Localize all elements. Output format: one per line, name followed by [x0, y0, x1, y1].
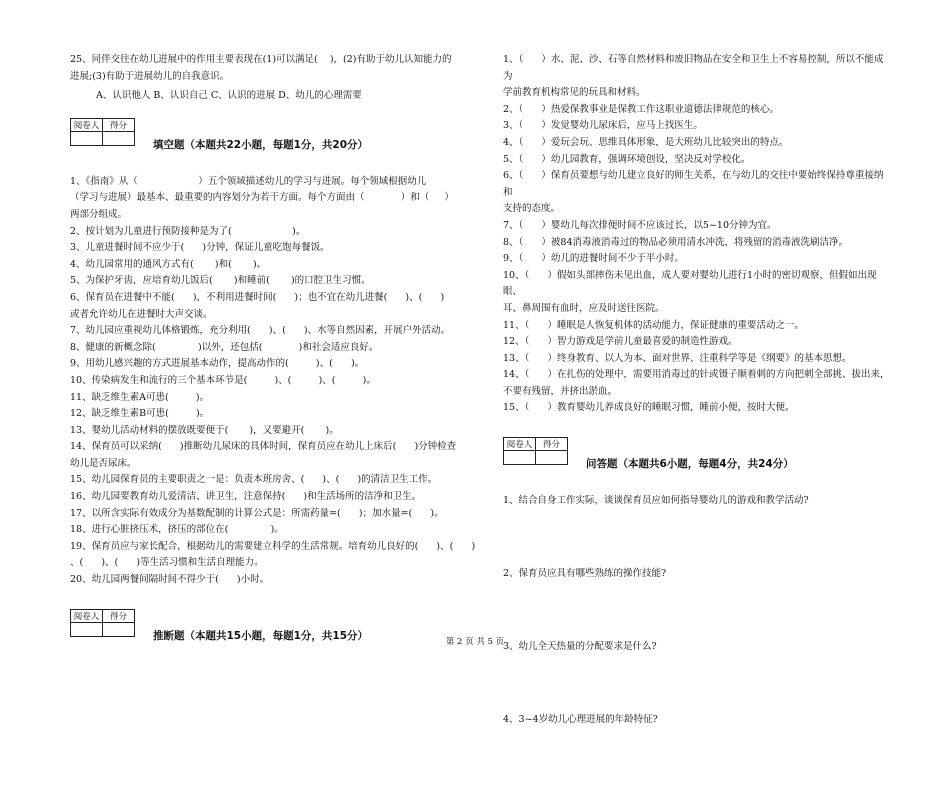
qa-section-title: 问答题（本题共6小题，每题4分，共24分）	[586, 458, 794, 471]
fill-question-line: 3、儿童进餐时间不应少于( )分钟，保证儿童吃饱每餐饭。	[70, 242, 330, 254]
fill-question-line: 8、健康的新概念除( )以外，还包括( )和社会适应良好。	[70, 341, 379, 353]
fill-question-line: 11、缺乏维生素A可患( )。	[70, 391, 210, 403]
fill-question-line: 10、传染病发生和流行的三个基本环节是( )、( )、( )。	[70, 374, 376, 386]
fill-question-line: 1、《指南》从（ ）五个领域描述幼儿的学习与进展。每个领域根据幼儿	[70, 175, 427, 187]
judge-section-header	[70, 609, 480, 642]
judge-question-line: 14、（ ）在扎伤的处理中，需要用消毒过的针或镊子顺着刺的方向把刺全部挑、拔出来，	[503, 369, 890, 381]
fill-section-header	[70, 118, 480, 151]
right-column	[503, 52, 891, 785]
qa-section-header	[503, 437, 891, 471]
judge-question-line: 12、（ ）智力游戏是学前儿童最喜爱的制造性游戏。	[503, 336, 738, 348]
grader-label: 阅卷人	[71, 609, 103, 622]
judge-question-line: 11、（ ）睡眠是人恢复机体的活动能力，保证健康的重要活动之一。	[503, 319, 804, 331]
qa-question: 1、结合自身工作实际，谈谈保育员应如何指导婴幼儿的游戏和教学活动?	[503, 495, 809, 507]
fill-question-line: 2、按计划为儿童进行预防接种是为了( )。	[70, 225, 306, 237]
judge-question-line: 10、（ ）假如头部摔伤未见出血，成人要对婴幼儿进行1小时的密切观察，但假如出现眼、	[503, 269, 877, 298]
grader-cell[interactable]	[504, 451, 536, 465]
judge-question-line: 4、（ ）爱玩会玩、思维具体形象，是大班幼儿比较突出的特点。	[503, 136, 789, 148]
fill-question-line: 19、保育员应与家长配合，根据幼儿的需要建立科学的生活常规。培育幼儿良好的( )、( )	[70, 540, 476, 552]
fill-question-line: 15、幼儿园保育员的主要职责之一是：负责本班房舍、( )、( )的清洁卫生工作。	[70, 474, 438, 486]
judge-question-line: 3、（ ）发觉婴幼儿尿床后，应马上找医生。	[503, 120, 703, 132]
judge-question-line: 5、（ ）幼儿园教育，强调环境创设，坚决反对学校化。	[503, 153, 751, 165]
fill-question-line: 两部分组成。	[70, 208, 128, 220]
fill-question-line: 12、缺乏维生素B可患( )。	[70, 408, 210, 420]
question-25	[70, 52, 480, 105]
question-25-line: 25、同伴交往在幼儿进展中的作用主要表现在(1)可以满足( )，(2)有助于幼儿认知能力的	[70, 54, 452, 65]
judge-question-line: 支持的态度。	[503, 203, 561, 215]
score-box	[503, 437, 568, 465]
judge-question-line: 6、（ ）保育员要想与幼儿建立良好的师生关系，在与幼儿的交往中要始终保持尊重接纳和	[503, 170, 884, 198]
fill-question-line: 5、为保护牙齿，应培育幼儿饭后( )和睡前( )的口腔卫生习惯。	[70, 275, 371, 287]
judge-question-line: 9、（ ）幼儿的进餐时间不少于半小时。	[503, 253, 684, 265]
fill-question-line: 或者允许幼儿在进餐时大声交谈。	[70, 308, 213, 320]
judge-question-line: 7、（ ）婴幼儿每次排便时间不应该过长，以5~10分钟为宜。	[503, 219, 777, 231]
judge-question-line: 耳、鼻周围有血时，应及时送往医院。	[503, 302, 665, 314]
fill-question-line: 6、保育员在进餐中不能( )，不利用进餐时间( )；也不宜在幼儿进餐( )、( )	[70, 291, 445, 303]
fill-question-line: （学习与进展）最基本、最重要的内容划分为若干方面。每个方面由（ ）和（ ）	[70, 192, 454, 204]
judge-question-line: 15、（ ）教育婴幼儿养成良好的睡眠习惯，睡前小便，按时大便。	[503, 402, 795, 414]
score-box	[70, 609, 135, 637]
fill-question-line: 20、幼儿园两餐间隔时间不得少于( )小时。	[70, 574, 270, 586]
grader-label: 阅卷人	[71, 118, 103, 131]
fill-question-line: 16、幼儿园要教育幼儿爱清洁、讲卫生，注意保持( )和生活场所的洁净和卫生。	[70, 491, 422, 503]
fill-question-line: 9、用幼儿感兴趣的方式进展基本动作，提高动作的( )、( )。	[70, 358, 365, 370]
question-25-line: 进展;(3)有助于进展幼儿的自我意识。	[70, 70, 230, 82]
score-label: 得分	[536, 438, 568, 451]
grader-cell[interactable]	[71, 131, 103, 145]
fill-question-line: 幼儿是否尿床。	[70, 457, 137, 469]
fill-question-line: 7、幼儿园应重视幼儿体格锻炼，充分利用( )、( )、水等自然因素，开展户外活动。	[70, 325, 451, 337]
question-25-options: A、认识他人 B、认识自己 C、认识的进展 D、幼儿的心理需要	[96, 90, 362, 102]
qa-questions	[503, 493, 891, 728]
judge-section-title: 推断题（本题共15小题，每题1分，共15分）	[153, 629, 369, 642]
fill-question-line: 4、幼儿园常用的通风方式有( )和( )。	[70, 258, 267, 270]
judge-question-line: 2、（ ）热爱保教事业是保教工作这职业道德法律规范的核心。	[503, 103, 779, 115]
score-cell[interactable]	[536, 451, 568, 465]
fill-questions	[70, 174, 480, 589]
judge-question-line: 8、（ ）被84消毒液消毒过的物品必须用清水冲洗，将残留的消毒液洗刷洁净。	[503, 236, 849, 248]
left-column	[70, 52, 480, 642]
judge-question-line: 13、（ ）终身教育、以人为本、面对世界、注重科学等是《纲要》的基本思想。	[503, 352, 852, 364]
qa-question: 4、3~4岁幼儿心理进展的年龄特征?	[503, 714, 658, 726]
qa-question: 2、保育员应具有哪些熟练的操作技能?	[503, 568, 667, 580]
score-cell[interactable]	[103, 131, 135, 145]
fill-question-line: 18、进行心脏挤压术，挤压的部位在( )。	[70, 524, 284, 536]
fill-question-line: 17、以所含实际有效成分为基数配制的计算公式是：所需药量=( )；加水量=( )。	[70, 507, 444, 519]
qa-question: 3、幼儿全天热量的分配要求是什么?	[503, 641, 657, 653]
grader-label: 阅卷人	[504, 438, 536, 451]
fill-section-title: 填空题（本题共22小题，每题1分，共20分）	[153, 138, 369, 151]
fill-question-line: 13、婴幼儿活动材料的摆放既要便于( )，又要避开( )。	[70, 424, 339, 436]
page-footer: 第 2 页 共 5 页	[445, 637, 505, 647]
judge-questions	[503, 52, 891, 417]
judge-question-line: 学前教育机构常见的玩具和材料。	[503, 87, 646, 99]
score-label: 得分	[103, 118, 135, 131]
judge-question-line: 1、（ ）水、泥、沙、石等自然材料和废旧物品在安全和卫生上不容易控制，所以不能成为	[503, 54, 884, 82]
fill-question-line: 、( )、( )等生活习惯和生活自理能力。	[70, 557, 264, 569]
score-label: 得分	[103, 609, 135, 622]
score-box	[70, 118, 135, 146]
judge-question-line: 不要有残留，并挤出淤血。	[503, 385, 618, 397]
fill-question-line: 14、保育员可以采纳( )推断幼儿尿床的具体时间，保育员应在幼儿上床后( )分钟检查	[70, 441, 457, 453]
